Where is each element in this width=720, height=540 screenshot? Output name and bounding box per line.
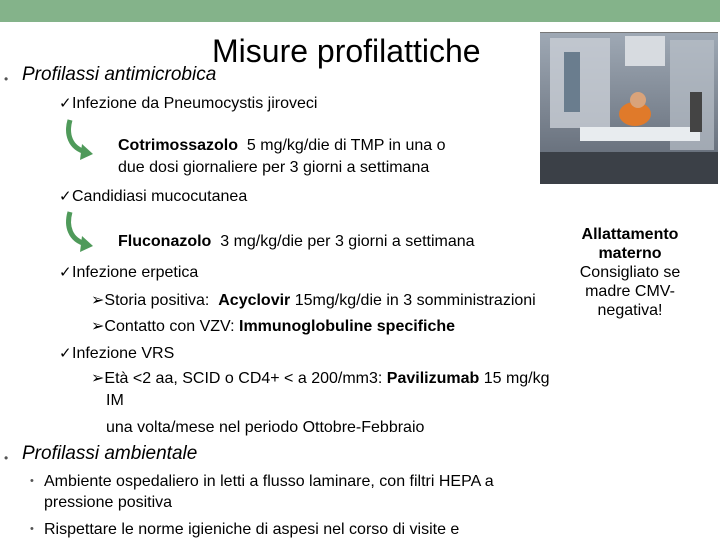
bullet-dot-icon: • — [4, 451, 9, 465]
bullet-dot-icon: • — [30, 523, 34, 535]
env-item-1-line1: Ambiente ospedaliero in letti a flusso laminare, con filtri HEPA a — [44, 473, 494, 490]
item-pneumocystis-label: Infezione da Pneumocystis jiroveci — [72, 95, 318, 112]
side-note-line4: madre CMV- — [585, 283, 675, 300]
check-icon: ✓ — [59, 188, 72, 205]
rsv-item-line1: ➢Età <2 aa, SCID o CD4+ < a 200/mm3: Pavilizumab 15 mg/kg — [91, 370, 550, 387]
candid-dose-text: 3 mg/kg/die per 3 giorni a settimana — [211, 233, 475, 250]
slide-title: Misure profilattiche — [212, 33, 481, 69]
item-candidiasi-label: Candidiasi mucocutanea — [72, 188, 248, 205]
herpes-item-2: ➢Contatto con VZV: Immunoglobuline specifiche — [91, 318, 456, 335]
arrow-bullet-icon: ➢ — [91, 292, 105, 309]
item-vrs-label: Infezione VRS — [72, 345, 175, 362]
curved-arrow-icon — [64, 210, 94, 254]
side-note-line5: negativa! — [597, 302, 663, 319]
curved-arrow-icon — [64, 118, 94, 162]
drug-acyclovir: Acyclovir — [218, 292, 291, 309]
check-icon: ✓ — [59, 345, 72, 362]
arrow-bullet-icon: ➢ — [91, 318, 105, 335]
pneumo-dose-line1 — [118, 137, 446, 155]
arrow-bullet-icon: ➢ — [91, 370, 105, 387]
env-item-1-line2: pressione positiva — [44, 494, 173, 511]
candid-dose-line — [118, 233, 475, 251]
rsv-item-line3: una volta/mese nel periodo Ottobre-Febbraio — [106, 419, 425, 436]
laminar-flow-room-photo — [540, 32, 718, 184]
check-icon: ✓ — [59, 264, 72, 281]
side-note-line3: Consigliato se — [579, 264, 681, 281]
drug-pavilizumab: Pavilizumab — [386, 370, 480, 387]
drug-cotrimossazolo: Cotrimossazolo — [118, 137, 239, 154]
env-item-2: Rispettare le norme igieniche di aspesi nel corso di visite e — [44, 521, 460, 538]
section-heading-environmental: Profilassi ambientale — [22, 443, 198, 464]
top-accent-bar — [0, 0, 720, 22]
pneumo-dose-line2: due dosi giornaliere per 3 giorni a settimana — [118, 159, 430, 176]
drug-immunoglobuline: Immunoglobuline specifiche — [239, 318, 456, 335]
bullet-dot-icon: • — [30, 475, 34, 487]
herpes-item-1: ➢Storia positiva: Acyclovir 15mg/kg/die in 3 somministrazioni — [91, 292, 536, 309]
side-note-line2: materno — [598, 245, 662, 262]
side-note-line1: Allattamento — [581, 226, 679, 243]
drug-fluconazolo: Fluconazolo — [118, 233, 212, 250]
breastfeeding-note — [560, 225, 700, 320]
rsv-item-line2: IM — [106, 392, 124, 409]
check-icon: ✓ — [59, 95, 72, 112]
pneumo-dose-text: 5 mg/kg/die di TMP in una o — [238, 137, 446, 154]
bullet-dot-icon: • — [4, 72, 9, 86]
section-heading-antimicrobial: Profilassi antimicrobica — [22, 64, 217, 85]
item-erpetica-label: Infezione erpetica — [72, 264, 199, 281]
